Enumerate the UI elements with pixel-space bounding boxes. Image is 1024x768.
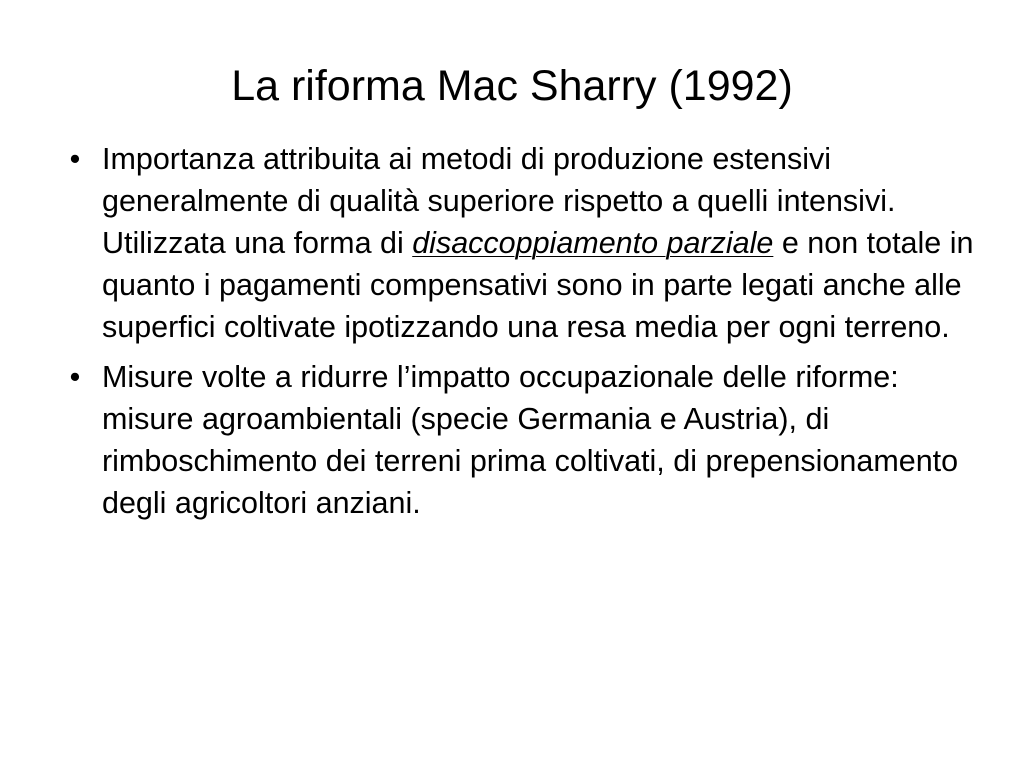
bullet-list [60, 138, 980, 532]
slide-title: La riforma Mac Sharry (1992) [231, 62, 793, 110]
bullet-2-text: Misure volte a ridurre l’impatto occupazionale delle riforme: misure agroambientali (specie Germania e Austria), di rimboschimento dei terreni prima coltivati, di prepensionamento degli agricoltori anziani. [102, 360, 959, 520]
bullet-item-1 [60, 138, 980, 348]
bullet-1-text-end: e non totale in quanto i pagamenti compensativi sono in parte legati anche alle superfici coltivate ipotizzando una resa media per ogni terreno. [102, 226, 974, 344]
bullet-icon: • [69, 360, 81, 394]
bullet-item-2 [60, 356, 980, 524]
bullet-1-text-start: Importanza attribuita ai metodi di produzione estensivi generalmente di qualità superiore rispetto a quelli intensivi. Utilizzata una forma di [102, 142, 896, 260]
bullet-icon: • [69, 142, 81, 176]
bullet-1-emphasis: disaccoppiamento parziale [412, 226, 774, 260]
